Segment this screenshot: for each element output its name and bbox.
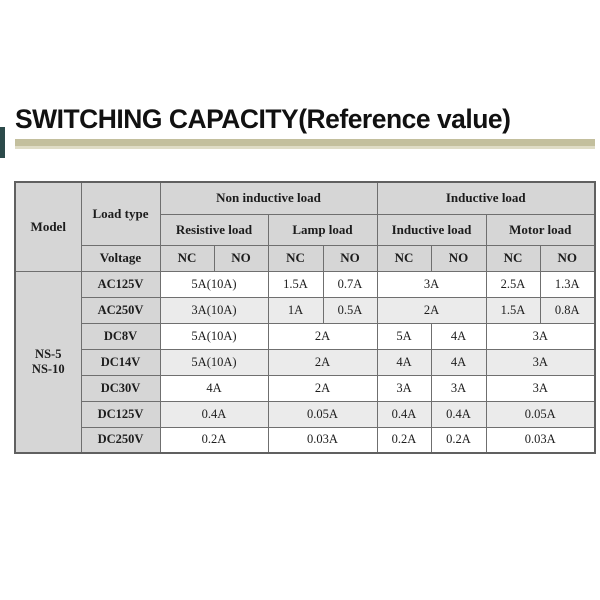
header-nc: NC — [486, 245, 540, 271]
value-inductive-no: 0.4A — [431, 401, 486, 427]
value-resistive: 0.4A — [160, 401, 268, 427]
value-motor: 3A — [486, 323, 595, 349]
header-load-type: Load type — [81, 182, 160, 245]
header-voltage: Voltage — [81, 245, 160, 271]
value-inductive-nc: 5A — [377, 323, 431, 349]
value-lamp-no: 0.7A — [323, 271, 377, 297]
table-row-ac125v — [15, 271, 595, 297]
header-inductive-subload: Inductive load — [377, 214, 486, 245]
table-row-dc14v — [15, 349, 595, 375]
value-inductive: 3A — [377, 271, 486, 297]
value-inductive-no: 3A — [431, 375, 486, 401]
voltage-label: DC125V — [81, 401, 160, 427]
value-motor: 0.03A — [486, 427, 595, 453]
value-motor-nc: 2.5A — [486, 271, 540, 297]
switching-capacity-section — [14, 181, 596, 454]
page-title: SWITCHING CAPACITY(Reference value) — [15, 104, 511, 134]
value-lamp-no: 0.5A — [323, 297, 377, 323]
voltage-label: DC14V — [81, 349, 160, 375]
value-motor: 3A — [486, 349, 595, 375]
value-resistive: 4A — [160, 375, 268, 401]
value-inductive-nc: 3A — [377, 375, 431, 401]
header-no: NO — [323, 245, 377, 271]
value-resistive: 0.2A — [160, 427, 268, 453]
value-resistive: 5A(10A) — [160, 349, 268, 375]
model-line-2: NS-10 — [31, 361, 65, 376]
value-resistive: 3A(10A) — [160, 297, 268, 323]
header-no: NO — [431, 245, 486, 271]
title-underline-rule — [15, 139, 595, 149]
header-non-inductive-load: Non inductive load — [160, 182, 377, 214]
voltage-label: AC250V — [81, 297, 160, 323]
voltage-label: AC125V — [81, 271, 160, 297]
header-no: NO — [540, 245, 595, 271]
value-motor-no: 1.3A — [540, 271, 595, 297]
value-lamp-nc: 1A — [268, 297, 323, 323]
value-lamp: 0.05A — [268, 401, 377, 427]
value-motor: 3A — [486, 375, 595, 401]
value-resistive: 5A(10A) — [160, 323, 268, 349]
table-row-dc250v — [15, 427, 595, 453]
voltage-label: DC250V — [81, 427, 160, 453]
header-nc: NC — [377, 245, 431, 271]
value-motor-no: 0.8A — [540, 297, 595, 323]
value-lamp-nc: 1.5A — [268, 271, 323, 297]
value-inductive-nc: 0.2A — [377, 427, 431, 453]
value-lamp: 2A — [268, 375, 377, 401]
value-resistive: 5A(10A) — [160, 271, 268, 297]
value-inductive-no: 4A — [431, 323, 486, 349]
table-row-dc30v — [15, 375, 595, 401]
value-inductive: 2A — [377, 297, 486, 323]
value-lamp: 0.03A — [268, 427, 377, 453]
model-value-cell — [15, 271, 81, 453]
header-resistive-load: Resistive load — [160, 214, 268, 245]
voltage-label: DC8V — [81, 323, 160, 349]
table-row-dc8v — [15, 323, 595, 349]
header-model: Model — [15, 182, 81, 271]
table-row-ac250v — [15, 297, 595, 323]
value-inductive-no: 4A — [431, 349, 486, 375]
value-motor-nc: 1.5A — [486, 297, 540, 323]
table-row-dc125v — [15, 401, 595, 427]
value-inductive-nc: 0.4A — [377, 401, 431, 427]
value-inductive-no: 0.2A — [431, 427, 486, 453]
header-nc: NC — [160, 245, 214, 271]
header-no: NO — [214, 245, 268, 271]
header-nc: NC — [268, 245, 323, 271]
value-lamp: 2A — [268, 349, 377, 375]
model-line-1: NS-5 — [35, 346, 62, 361]
voltage-label: DC30V — [81, 375, 160, 401]
page-edge-mark — [0, 127, 5, 158]
header-motor-load: Motor load — [486, 214, 595, 245]
value-motor: 0.05A — [486, 401, 595, 427]
value-lamp: 2A — [268, 323, 377, 349]
value-inductive-nc: 4A — [377, 349, 431, 375]
header-inductive-load: Inductive load — [377, 182, 595, 214]
header-lamp-load: Lamp load — [268, 214, 377, 245]
switching-capacity-table — [14, 181, 596, 454]
